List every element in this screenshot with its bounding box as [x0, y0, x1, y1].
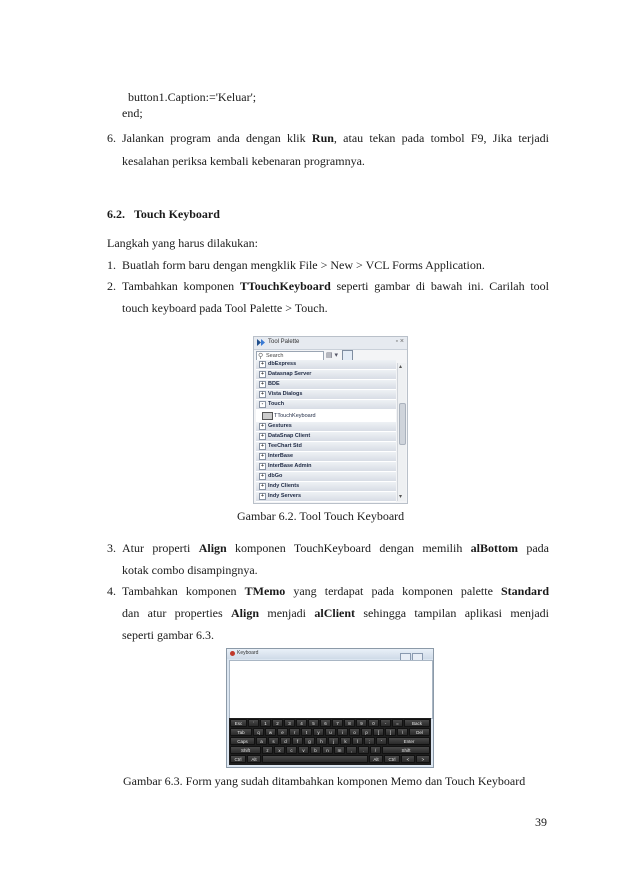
key-ctrl-right[interactable]: Ctrl [384, 755, 400, 763]
intro-text: Langkah yang harus dilakukan: [107, 236, 258, 250]
key-6[interactable]: 6 [320, 719, 331, 727]
key-alt-left[interactable]: Alt [247, 755, 261, 763]
step6-line1: Jalankan program anda dengan klik Run, atau tekan pada tombol F9, Jika terjadi [122, 131, 550, 145]
key-backspace[interactable]: Back [404, 719, 430, 727]
keyboard-form-titlebar [227, 649, 433, 659]
key-shift-left[interactable]: Shift [230, 746, 261, 754]
key-b[interactable]: b [310, 746, 321, 754]
category-dbgo[interactable]: + dbGo [256, 472, 396, 482]
step3-line1: Atur properti Align komponen TouchKeyboard dengan memilih alBottom pada [122, 541, 549, 555]
category-bde[interactable]: + BDE [256, 380, 396, 390]
section-number: 6.2. [107, 207, 125, 221]
key-s[interactable]: s [268, 737, 279, 745]
scroll-thumb[interactable] [399, 403, 406, 445]
key-m[interactable]: m [334, 746, 345, 754]
key-tab[interactable]: Tab [230, 728, 252, 736]
keyboard-form-title: Keyboard [237, 650, 259, 656]
key-arrow-right[interactable]: > [416, 755, 430, 763]
key-esc[interactable]: Esc [230, 719, 247, 727]
key-c[interactable]: c [286, 746, 297, 754]
key-p[interactable]: p [361, 728, 372, 736]
window-controls[interactable] [399, 650, 431, 657]
key-y[interactable]: y [313, 728, 324, 736]
section-title: Touch Keyboard [134, 207, 220, 221]
step3-number: 3. [107, 541, 116, 555]
key-slash[interactable]: / [370, 746, 381, 754]
step2-line2: touch keyboard pada Tool Palette > Touch. [122, 301, 328, 315]
key-ctrl-left[interactable]: Ctrl [230, 755, 246, 763]
palette-scrollbar[interactable] [397, 363, 406, 501]
key-g[interactable]: g [304, 737, 315, 745]
key-comma[interactable]: , [346, 746, 357, 754]
step2-number: 2. [107, 279, 116, 293]
search-icon: ⚲ [258, 353, 264, 360]
category-indy-servers[interactable]: + Indy Servers [256, 492, 396, 502]
key-t[interactable]: t [301, 728, 312, 736]
key-backtick[interactable]: ` [248, 719, 259, 727]
figure-caption-6-3: Gambar 6.3. Form yang sudah ditambahkan komponen Memo dan Touch Keyboard [123, 774, 526, 788]
key-caps[interactable]: Caps [230, 737, 255, 745]
key-8[interactable]: 8 [344, 719, 355, 727]
step1-number: 1. [107, 258, 116, 272]
category-touch[interactable]: - Touch [256, 400, 396, 410]
key-right-bracket[interactable]: ] [385, 728, 396, 736]
delphi-logo-icon [257, 339, 265, 346]
keyboard-icon [262, 412, 273, 420]
scroll-down-icon[interactable]: ▾ [399, 494, 403, 500]
step4-line2: dan atur properties Align menjadi alClient sehingga tampilan aplikasi menjadi [122, 606, 550, 620]
key-equals[interactable]: = [392, 719, 403, 727]
key-minus[interactable]: - [380, 719, 391, 727]
app-icon [230, 651, 235, 656]
key-9[interactable]: 9 [356, 719, 367, 727]
key-l[interactable]: l [352, 737, 363, 745]
key-7[interactable]: 7 [332, 719, 343, 727]
key-alt-right[interactable]: Alt [369, 755, 383, 763]
category-teechart-std[interactable]: + TeeChart Std [256, 442, 396, 452]
step4-line1: Tambahkan komponen TMemo yang terdapat pada komponen palette Standard [122, 584, 549, 598]
code-line-caption: button1.Caption:='Keluar'; [128, 90, 257, 104]
category-indy-clients[interactable]: + Indy Clients [256, 482, 396, 492]
key-h[interactable]: h [316, 737, 327, 745]
key-backslash[interactable]: \ [397, 728, 408, 736]
key-del[interactable]: Del [409, 728, 430, 736]
tool-palette-title: Tool Palette [268, 339, 300, 345]
figure-caption-6-2: Gambar 6.2. Tool Touch Keyboard [237, 509, 405, 523]
key-1[interactable]: 1 [260, 719, 271, 727]
key-0[interactable]: 0 [368, 719, 379, 727]
step2-line1: Tambahkan komponen TTouchKeyboard seperti gambar di bawah ini. Carilah tool [122, 279, 549, 293]
key-n[interactable]: n [322, 746, 333, 754]
key-v[interactable]: v [298, 746, 309, 754]
category-vista-dialogs[interactable]: + Vista Dialogs [256, 390, 396, 400]
key-period[interactable]: . [358, 746, 369, 754]
key-4[interactable]: 4 [296, 719, 307, 727]
key-3[interactable]: 3 [284, 719, 295, 727]
step4-line3: seperti gambar 6.3. [122, 628, 214, 642]
key-enter[interactable]: Enter [388, 737, 430, 745]
tool-palette-titlebar [254, 337, 407, 350]
key-k[interactable]: k [340, 737, 351, 745]
step3-line2: kotak combo disampingnya. [122, 563, 258, 577]
key-f[interactable]: f [292, 737, 303, 745]
key-5[interactable]: 5 [308, 719, 319, 727]
touch-keyboard [229, 718, 431, 765]
key-x[interactable]: x [274, 746, 285, 754]
category-dbexpress[interactable]: + dbExpress [256, 360, 396, 370]
memo-area[interactable] [229, 660, 433, 719]
key-w[interactable]: w [265, 728, 276, 736]
tool-palette-figure [253, 336, 408, 504]
key-e[interactable]: e [277, 728, 288, 736]
category-datasnap-client[interactable]: + DataSnap Client [256, 432, 396, 442]
keyboard-form-figure [226, 648, 434, 768]
palette-view-toolbar[interactable]: ▤ ▾ [326, 352, 339, 359]
category-gestures[interactable]: + Gestures [256, 422, 396, 432]
key-arrow-left[interactable]: < [401, 755, 415, 763]
key-d[interactable]: d [280, 737, 291, 745]
component-ttouchkeyboard[interactable]: TTouchKeyboard [256, 410, 396, 422]
page-number: 39 [535, 815, 547, 829]
key-a[interactable]: a [256, 737, 267, 745]
step1-text: Buatlah form baru dengan mengklik File > New > VCL Forms Application. [122, 258, 485, 272]
step4-number: 4. [107, 584, 116, 598]
key-quote[interactable]: ' [376, 737, 387, 745]
key-z[interactable]: z [262, 746, 273, 754]
category-interbase-admin[interactable]: + InterBase Admin [256, 462, 396, 472]
key-2[interactable]: 2 [272, 719, 283, 727]
key-r[interactable]: r [289, 728, 300, 736]
key-j[interactable]: j [328, 737, 339, 745]
key-semicolon[interactable]: ; [364, 737, 375, 745]
search-placeholder: Search [266, 353, 284, 359]
category-datasnap-server[interactable]: + Datasnap Server [256, 370, 396, 380]
step6-line2: kesalahan periksa kembali kebenaran programnya. [122, 154, 365, 168]
key-q[interactable]: q [253, 728, 264, 736]
pin-close-icon[interactable]: ▫ × [395, 338, 404, 345]
code-line-end: end; [122, 106, 143, 120]
key-o[interactable]: o [349, 728, 360, 736]
key-space[interactable] [262, 755, 368, 763]
key-i[interactable]: i [337, 728, 348, 736]
key-left-bracket[interactable]: [ [373, 728, 384, 736]
key-u[interactable]: u [325, 728, 336, 736]
category-interbase[interactable]: + InterBase [256, 452, 396, 462]
scroll-up-icon[interactable]: ▴ [399, 364, 403, 370]
palette-category-list [256, 363, 396, 501]
step6-number: 6. [107, 131, 116, 145]
key-shift-right[interactable]: Shift [382, 746, 430, 754]
